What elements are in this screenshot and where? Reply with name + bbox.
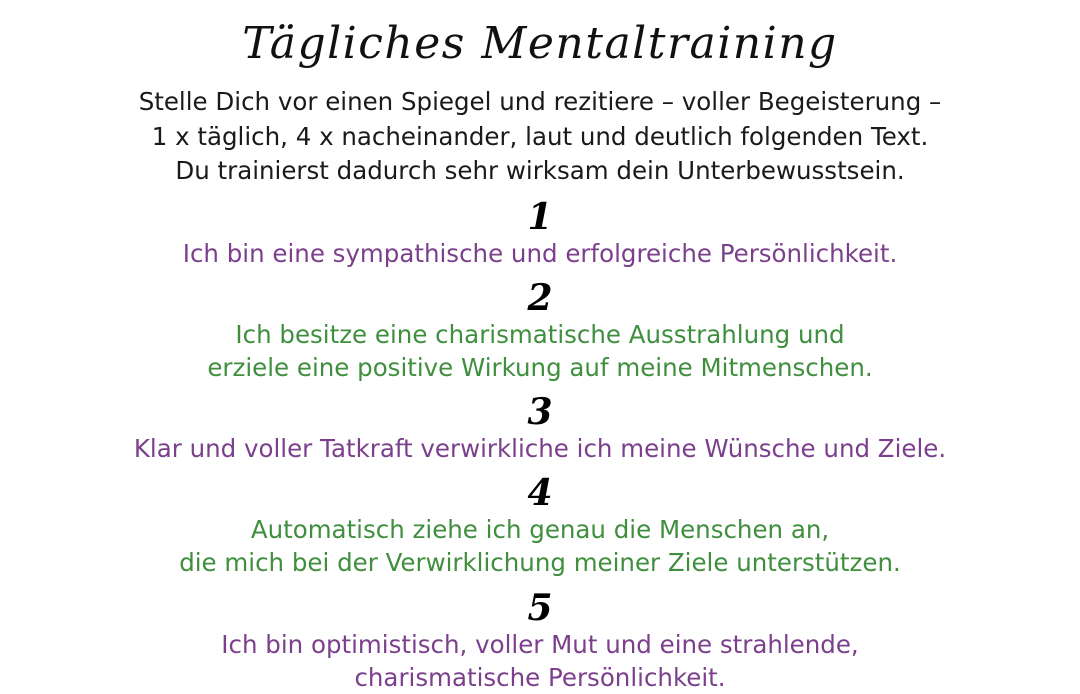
affirmation-text-1 [0, 237, 1080, 270]
affirmation-text-5 [0, 628, 1080, 694]
affirmation-3-line-1: Klar und voller Tatkraft verwirkliche ich meine Wünsche und Ziele. [133, 434, 947, 464]
affirmation-4-line-1: Automatisch ziehe ich genau die Menschen an, [250, 515, 830, 545]
intro-line-1: Stelle Dich vor einen Spiegel und rezitiere – voller Begeisterung – [138, 86, 942, 116]
affirmation-number-5: 5 [527, 586, 553, 629]
affirmation-text-2 [0, 318, 1080, 384]
intro-line-2: 1 x täglich, 4 x nacheinander, laut und deutlich folgenden Text. [151, 121, 929, 151]
affirmation-5-line-2: charismatische Persönlichkeit. [354, 662, 726, 692]
intro-paragraph [0, 85, 1080, 189]
affirmation-number-4: 4 [527, 472, 553, 515]
affirmation-item-2 [0, 277, 1080, 384]
page-title: Tägliches Mentaltraining [242, 18, 838, 69]
affirmation-number-3: 3 [527, 391, 553, 434]
affirmation-2-line-2: erziele eine positive Wirkung auf meine Mitmenschen. [207, 353, 873, 383]
affirmation-1-line-1: Ich bin eine sympathische und erfolgreiche Persönlichkeit. [182, 239, 898, 269]
intro-line-3: Du trainierst dadurch sehr wirksam dein Unterbewusstsein. [175, 156, 905, 186]
affirmation-number-2: 2 [527, 277, 553, 320]
affirmation-item-3 [0, 391, 1080, 465]
affirmation-item-5 [0, 586, 1080, 694]
affirmation-number-1: 1 [527, 196, 553, 239]
affirmation-text-4 [0, 513, 1080, 579]
document-page [0, 18, 1080, 693]
affirmation-2-line-1: Ich besitze eine charismatische Ausstrahlung und [235, 320, 845, 350]
affirmation-item-4 [0, 472, 1080, 579]
affirmation-item-1 [0, 196, 1080, 270]
affirmation-4-line-2: die mich bei der Verwirklichung meiner Ziele unterstützen. [179, 548, 901, 578]
affirmation-text-3 [0, 432, 1080, 465]
affirmation-5-line-1: Ich bin optimistisch, voller Mut und eine strahlende, [221, 629, 859, 659]
